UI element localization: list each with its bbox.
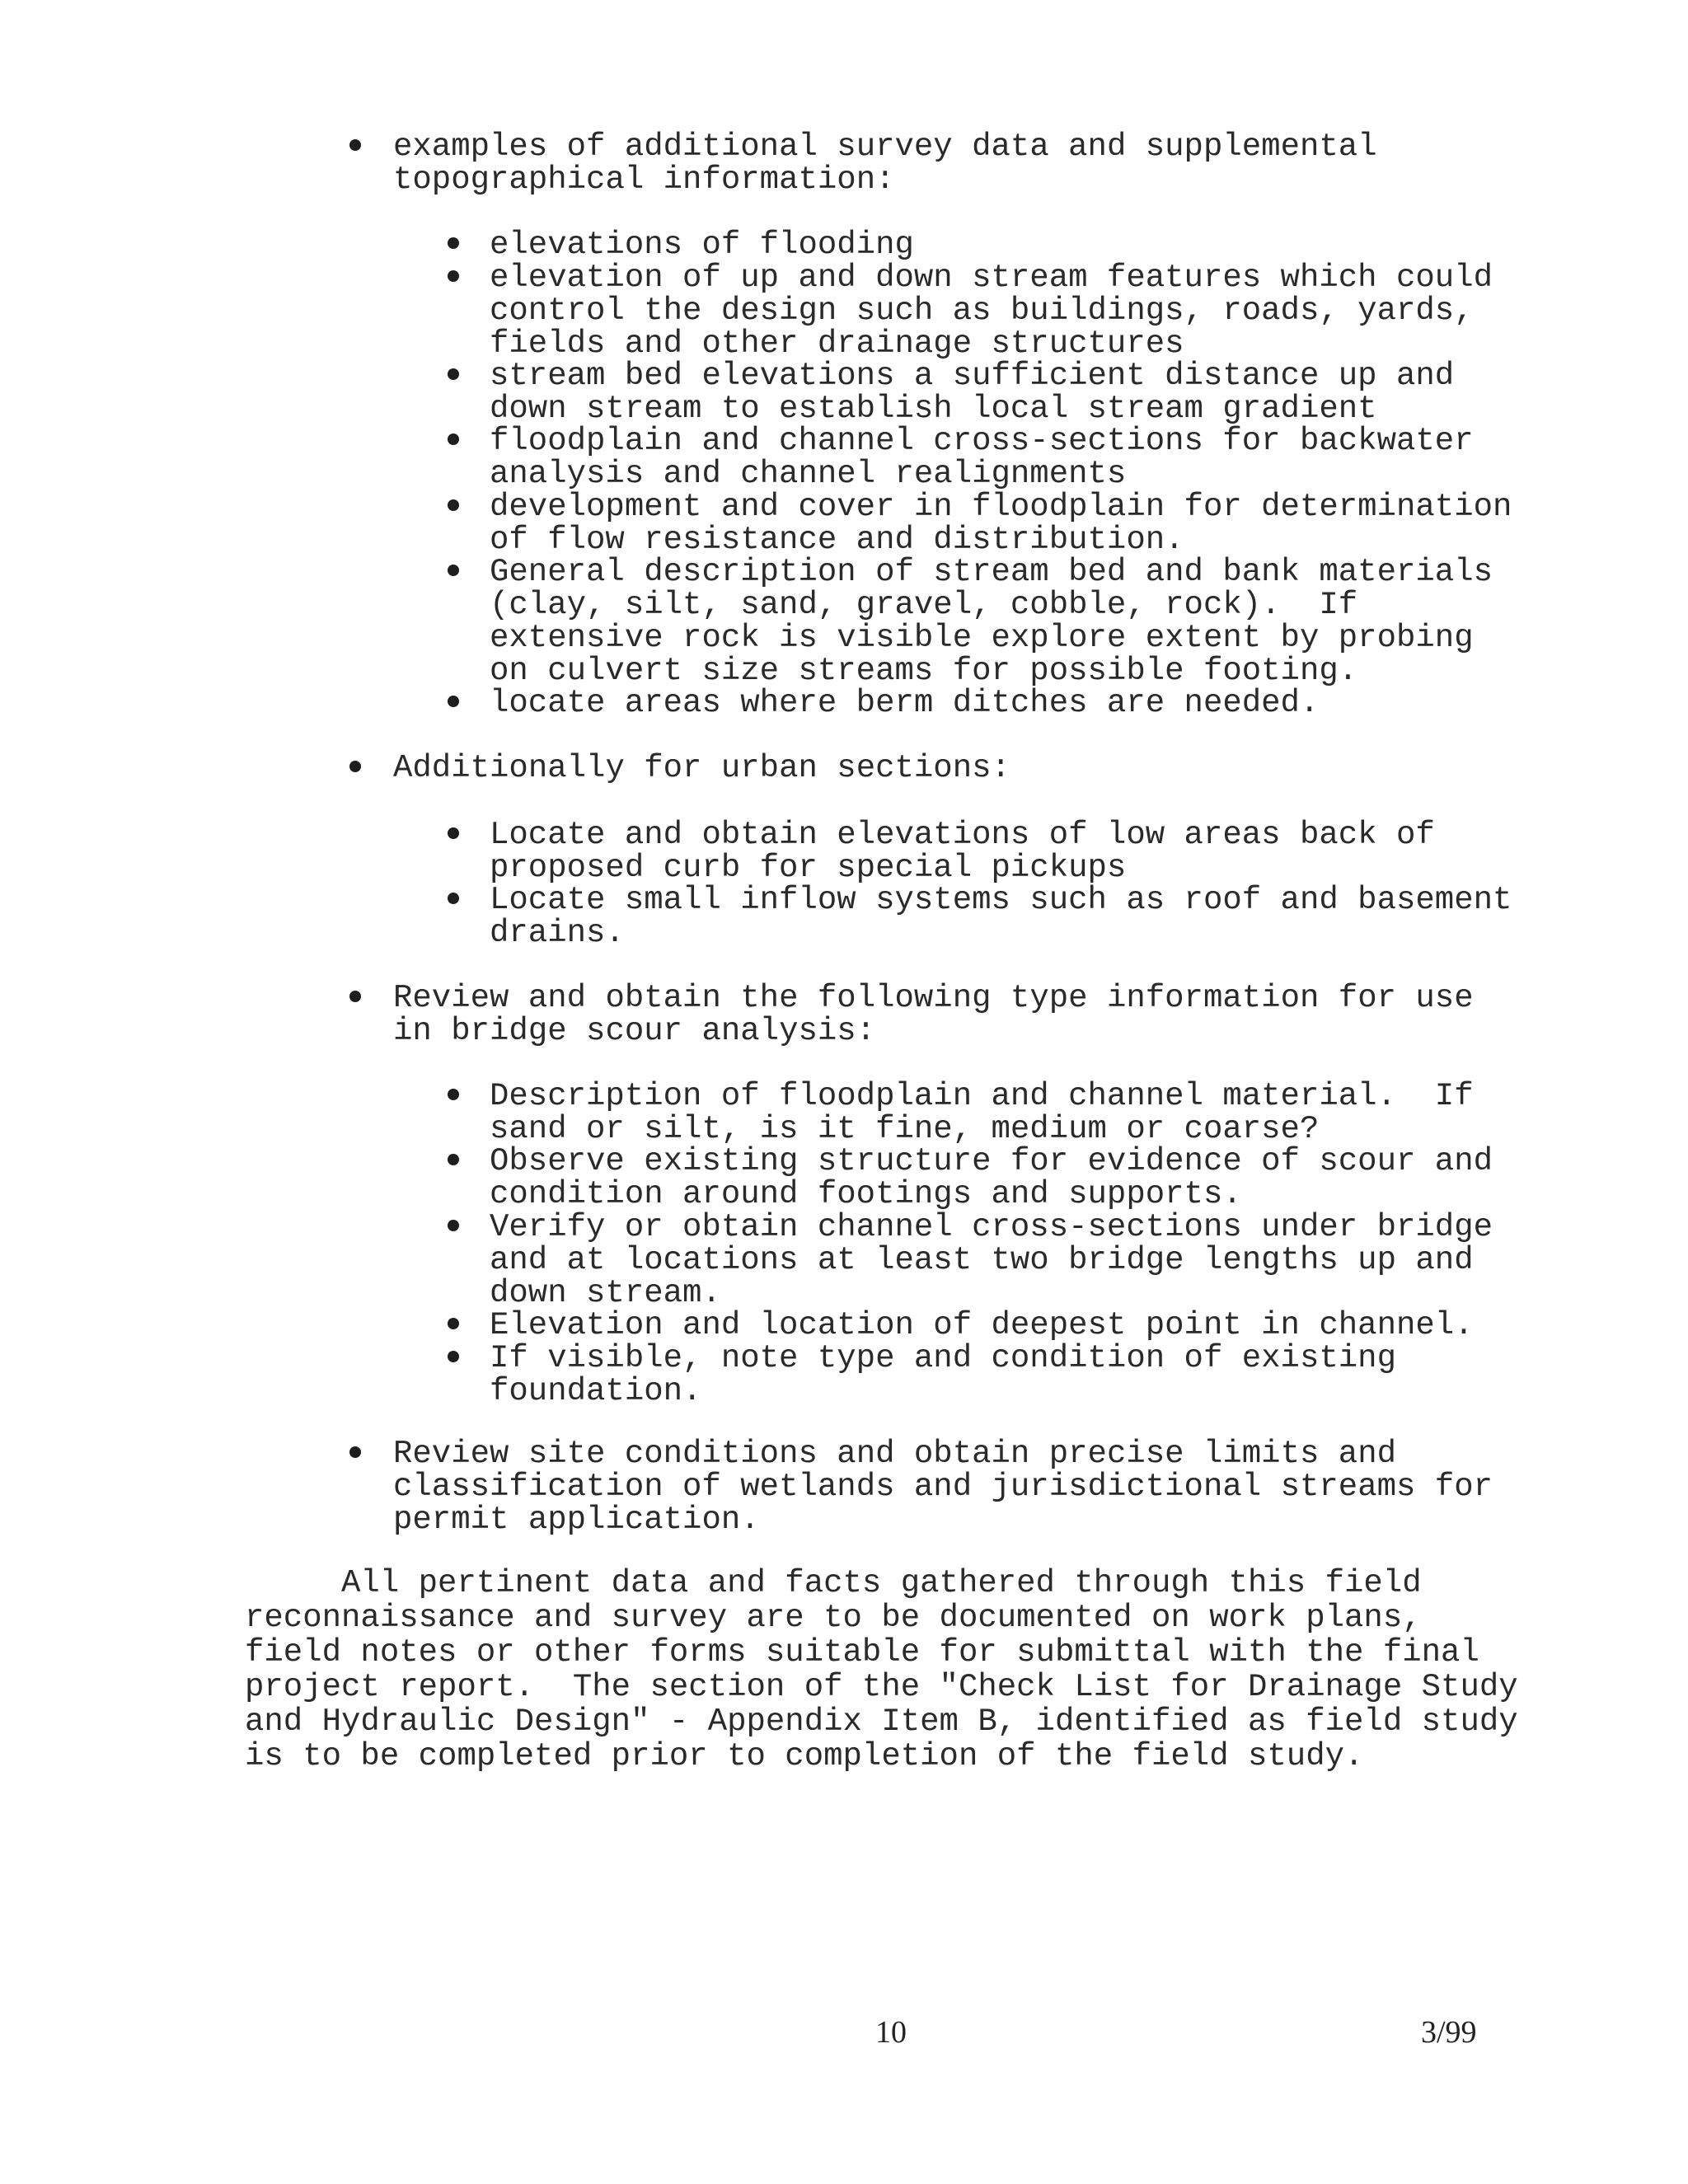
sub-bullet-text: elevations of flooding [490, 227, 914, 263]
sub-bullet-text: Locate small inflow systems such as roof and basement drains. [490, 882, 1512, 951]
sub-bullet-marker [448, 499, 459, 511]
bullet-text: examples of additional survey data and supplemental topographical information: [393, 129, 1377, 198]
closing-paragraph: All pertinent data and facts gathered through this field reconnaissance and survey are to be documented on work plans, field notes or other forms suitable for submittal with the final project report. The section of the "Check List for Drainage Study and Hydraulic Design" - Appendix Item B, identified as field study is to be completed prior to completion of the field study. [245, 1565, 1518, 1774]
sub-bullet-text: Description of floodplain and channel material. If sand or silt, is it fine, medium or coarse? [490, 1078, 1474, 1147]
sub-bullet-text: stream bed elevations a sufficient distance up and down stream to establish local stream gradient [490, 358, 1455, 427]
bullet-marker [349, 1446, 361, 1458]
sub-bullet-marker [448, 827, 459, 839]
sub-bullet-marker [448, 1220, 459, 1231]
sub-bullet-marker [448, 1351, 459, 1362]
sub-bullet-marker [448, 237, 459, 249]
bullet-text: Review site conditions and obtain precise limits and classification of wetlands and jurisdictional streams for permit application. [393, 1436, 1493, 1538]
sub-bullet-text: floodplain and channel cross-sections for backwater analysis and channel realignments [490, 423, 1474, 492]
sub-bullet-marker [448, 893, 459, 904]
sub-bullet-text: General description of stream bed and bank materials (clay, silt, sand, gravel, cobble, rock). If extensive rock is visible explore extent by probing on culvert size streams for possible footing. [490, 554, 1493, 689]
sub-bullet-marker [448, 1154, 459, 1165]
bullet-text: Additionally for urban sections: [393, 750, 1010, 786]
sub-bullet-marker [448, 1318, 459, 1329]
sub-bullet-text: Locate and obtain elevations of low areas back of proposed curb for special pickups [490, 817, 1435, 886]
bullet-marker [349, 761, 361, 772]
page-number: 10 [875, 2015, 907, 2050]
sub-bullet-marker [448, 368, 459, 380]
sub-bullet-text: Observe existing structure for evidence of scour and condition around footings and supports. [490, 1143, 1493, 1212]
sub-bullet-text: elevation of up and down stream features which could control the design such as buildings, roads, yards, fields and other drainage structures [490, 260, 1493, 362]
sub-bullet-text: development and cover in floodplain for determination of flow resistance and distribution. [490, 489, 1512, 558]
bullet-marker [349, 139, 361, 151]
sub-bullet-text: If visible, note type and condition of existing foundation. [490, 1340, 1396, 1409]
revision-date: 3/99 [1421, 2015, 1477, 2050]
sub-bullet-marker [448, 270, 459, 282]
sub-bullet-marker [448, 696, 459, 707]
sub-bullet-text: Verify or obtain channel cross-sections under bridge and at locations at least two bridge lengths up and down stream. [490, 1209, 1493, 1311]
sub-bullet-marker [448, 434, 459, 445]
bullet-text: Review and obtain the following type information for use in bridge scour analysis: [393, 980, 1474, 1049]
sub-bullet-marker [448, 565, 459, 576]
sub-bullet-text: Elevation and location of deepest point in channel. [490, 1307, 1474, 1343]
bullet-marker [349, 991, 361, 1002]
sub-bullet-marker [448, 1089, 459, 1100]
sub-bullet-text: locate areas where berm ditches are needed. [490, 685, 1320, 721]
